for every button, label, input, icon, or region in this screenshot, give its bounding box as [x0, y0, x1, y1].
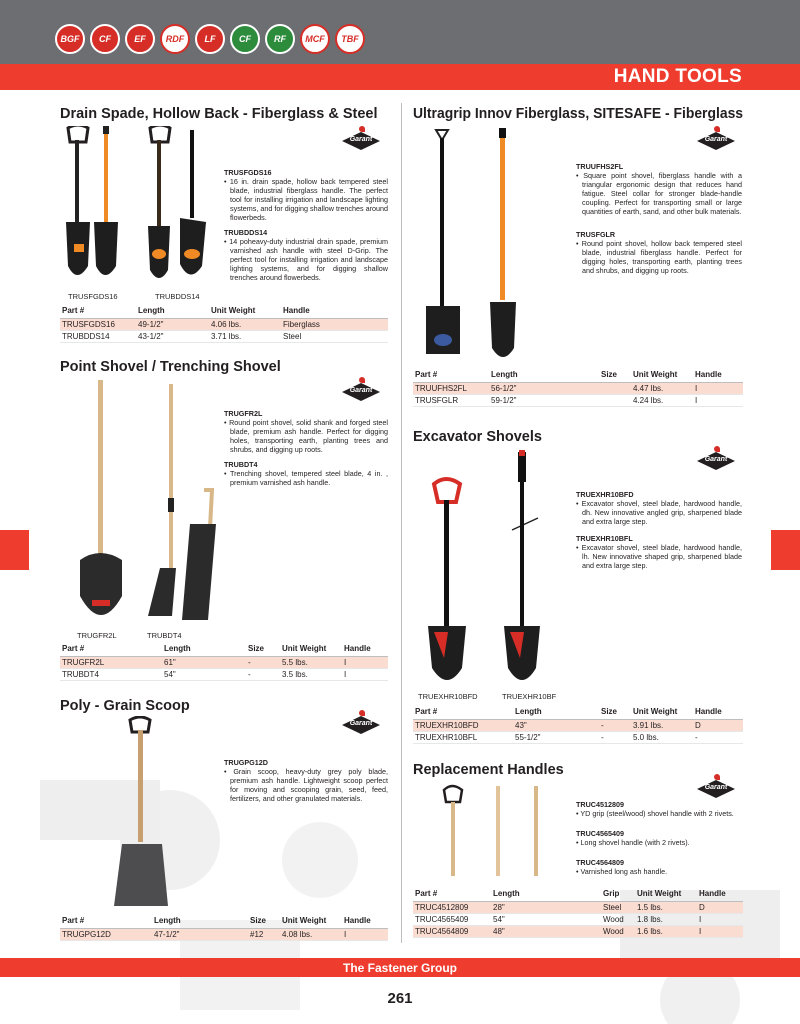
tbf-logo: TBF [335, 24, 365, 54]
table-row: TRUEXHR10BFD 43" - 3.91 lbs. D [413, 719, 743, 731]
top-banner [0, 0, 800, 64]
image-label: TRUGFR2L [77, 631, 117, 640]
ultragrip-description [576, 162, 742, 275]
category-bar [0, 64, 800, 90]
column-header: Part # [413, 369, 489, 382]
lf-logo: LF [195, 24, 225, 54]
table-row: TRUC4564809 48" Wood 1.6 lbs. I [413, 925, 743, 937]
footer-bar [0, 958, 800, 977]
column-header: Unit Weight [635, 888, 697, 901]
garant-badge: Garant [342, 716, 380, 734]
column-header: Handle [693, 369, 743, 382]
drain-spade-description [224, 168, 388, 282]
point-shovel-table [60, 643, 388, 681]
column-header: Size [246, 643, 280, 656]
column-header: Length [136, 305, 209, 318]
column-header: Size [248, 915, 280, 928]
column-header: Unit Weight [631, 369, 693, 382]
grain-scoop-title: Poly - Grain Scoop [60, 698, 190, 714]
product-code: TRUUFHS2FL [576, 162, 624, 171]
image-label: TRUBDT4 [147, 631, 182, 640]
column-header: Length [162, 643, 246, 656]
excavator-description [576, 490, 742, 570]
garant-badge: Garant [342, 132, 380, 150]
rf-logo: RF [265, 24, 295, 54]
image-label: TRUEXHR10BF [502, 692, 557, 701]
column-header: Unit Weight [631, 706, 693, 719]
table-row: TRUC4565409 54" Wood 1.8 lbs. I [413, 913, 743, 925]
drain-spade-images [60, 126, 220, 292]
cf-logo: CF [90, 24, 120, 54]
product-code: TRUSFGLR [576, 230, 616, 239]
handles-description [576, 800, 742, 876]
table-row: TRUSFGDS16 49-1/2" 4.06 lbs. Fiberglass [60, 318, 388, 330]
garant-badge: Garant [697, 132, 735, 150]
image-label: TRUBDDS14 [155, 292, 200, 301]
product-code: TRUC4564809 [576, 858, 624, 867]
column-header: Unit Weight [280, 915, 342, 928]
column-header: Length [491, 888, 601, 901]
product-description: • Varnished long ash handle. [576, 867, 668, 876]
product-description: • Long shovel handle (with 2 rivets). [576, 838, 690, 847]
table-row: TRUSFGLR 59-1/2" 4.24 lbs. I [413, 394, 743, 406]
column-header: Handle [693, 706, 743, 719]
product-description: • Excavator shovel, steel blade, hardwood handle, lh. New innovative shaped grip, sharpened blade and extra large step. [576, 543, 742, 570]
column-header: Handle [281, 305, 388, 318]
handles-table [413, 888, 743, 938]
image-label: TRUSFGDS16 [68, 292, 118, 301]
column-header: Part # [60, 915, 152, 928]
category-title: HAND TOOLS [613, 66, 742, 87]
product-description: • Square point shovel, fiberglass handle with a triangular ergonomic design that reduces hand fatigue. Steel collar for stronger blade-handle coupling. Perfect for transporting small or large quantities of earth, sand, and other bulk materials. [576, 171, 742, 216]
handles-title: Replacement Handles [413, 762, 564, 778]
column-header: Grip [601, 888, 635, 901]
product-code: TRUC4565409 [576, 829, 624, 838]
handles-images [440, 782, 550, 878]
table-row: TRUGFR2L 61" - 5.5 lbs. I [60, 656, 388, 668]
product-code: TRUGPG12D [224, 758, 268, 767]
image-label: TRUEXHR10BFD [418, 692, 478, 701]
column-header: Size [599, 706, 631, 719]
rdf-logo: RDF [160, 24, 190, 54]
product-code: TRUC4512809 [576, 800, 624, 809]
garant-badge: Garant [342, 383, 380, 401]
grain-scoop-table [60, 915, 388, 941]
point-shovel-title: Point Shovel / Trenching Shovel [60, 359, 281, 375]
column-header: Size [599, 369, 631, 382]
table-row: TRUUFHS2FL 56-1/2" 4.47 lbs. I [413, 382, 743, 394]
ultragrip-images [418, 126, 538, 366]
excavator-images [420, 448, 570, 692]
cf-green-logo: CF [230, 24, 260, 54]
product-code: TRUEXHR10BFD [576, 490, 634, 499]
product-description: • Round point shovel, solid shank and forged steel blade, premium ash handle. Perfect for digging holes, transporting earth, planting trees and shrubs, and digging up roots. [224, 418, 388, 454]
table-row: TRUEXHR10BFL 55-1/2" - 5.0 lbs. - [413, 731, 743, 743]
product-description: • Excavator shovel, steel blade, hardwood handle, dh. New innovative angled grip, sharpened blade and extra large step. [576, 499, 742, 526]
column-header: Handle [697, 888, 743, 901]
brand-logos [55, 24, 365, 54]
column-header: Handle [342, 915, 388, 928]
table-row: TRUC4512809 28" Steel 1.5 lbs. D [413, 901, 743, 913]
product-description: • YD grip (steel/wood) shovel handle with 2 rivets. [576, 809, 734, 818]
mcf-logo: MCF [300, 24, 330, 54]
column-header: Part # [60, 305, 136, 318]
column-header: Length [152, 915, 248, 928]
garant-badge: Garant [697, 452, 735, 470]
left-page-tab [0, 530, 29, 570]
column-header: Part # [60, 643, 162, 656]
ultragrip-title: Ultragrip Innov Fiberglass, SITESAFE - Fiberglass [413, 106, 744, 122]
drain-spade-title: Drain Spade, Hollow Back - Fiberglass & Steel [60, 106, 378, 122]
product-code: TRUSFGDS16 [224, 168, 272, 177]
column-header: Length [513, 706, 599, 719]
column-header: Unit Weight [209, 305, 281, 318]
column-header: Length [489, 369, 599, 382]
bgf-logo: BGF [55, 24, 85, 54]
point-shovel-images [60, 378, 220, 630]
column-header: Part # [413, 888, 491, 901]
ultragrip-table [413, 369, 743, 407]
column-header: Handle [342, 643, 388, 656]
point-shovel-description [224, 409, 388, 487]
product-description: • Grain scoop, heavy-duty grey poly blade, premium ash handle. Lightweight scoop perfect for moving and scooping grain, seed, feed, fertilizers, and other granulated materials. [224, 767, 388, 803]
drain-spade-table [60, 305, 388, 343]
column-header: Unit Weight [280, 643, 342, 656]
product-code: TRUEXHR10BFL [576, 534, 633, 543]
excavator-title: Excavator Shovels [413, 429, 542, 445]
column-header: Part # [413, 706, 513, 719]
product-code: TRUBDT4 [224, 460, 258, 469]
product-code: TRUBDDS14 [224, 228, 268, 237]
product-description: • Round point shovel, hollow back tempered steel blade, industrial fiberglass handle. Perfect for digging holes, transporting earth, planting trees and shrubs, and digging up roots. [576, 239, 742, 275]
right-page-tab [771, 530, 800, 570]
table-row: TRUGPG12D 47-1/2" #12 4.08 lbs. I [60, 928, 388, 940]
product-description: • Trenching shovel, tempered steel blade, 4 in. , premium varnished ash handle. [224, 469, 388, 487]
company-name: The Fastener Group [342, 961, 458, 975]
grain-scoop-image [110, 716, 200, 910]
ef-logo: EF [125, 24, 155, 54]
garant-badge: Garant [697, 780, 735, 798]
product-description: • 14 poheavy-duty industrial drain spade, premium varnished ash handle with steel D-Grip. The perfect tool for installing irrigation and landscape lighting systems, and for digging shallow trenches around flowerbeds. [224, 237, 388, 282]
product-code: TRUGFR2L [224, 409, 263, 418]
product-description: • 16 in. drain spade, hollow back tempered steel blade, industrial fiberglass handle. The perfect tool for installing irrigation and landscape lighting systems, and for digging shallow trenches around flowerbeds. [224, 177, 388, 222]
excavator-table [413, 706, 743, 744]
table-row: TRUBDDS14 43-1/2" 3.71 lbs. Steel [60, 330, 388, 342]
table-row: TRUBDT4 54" - 3.5 lbs. I [60, 668, 388, 680]
grain-scoop-description [224, 758, 388, 803]
page-number: 261 [387, 990, 413, 1007]
